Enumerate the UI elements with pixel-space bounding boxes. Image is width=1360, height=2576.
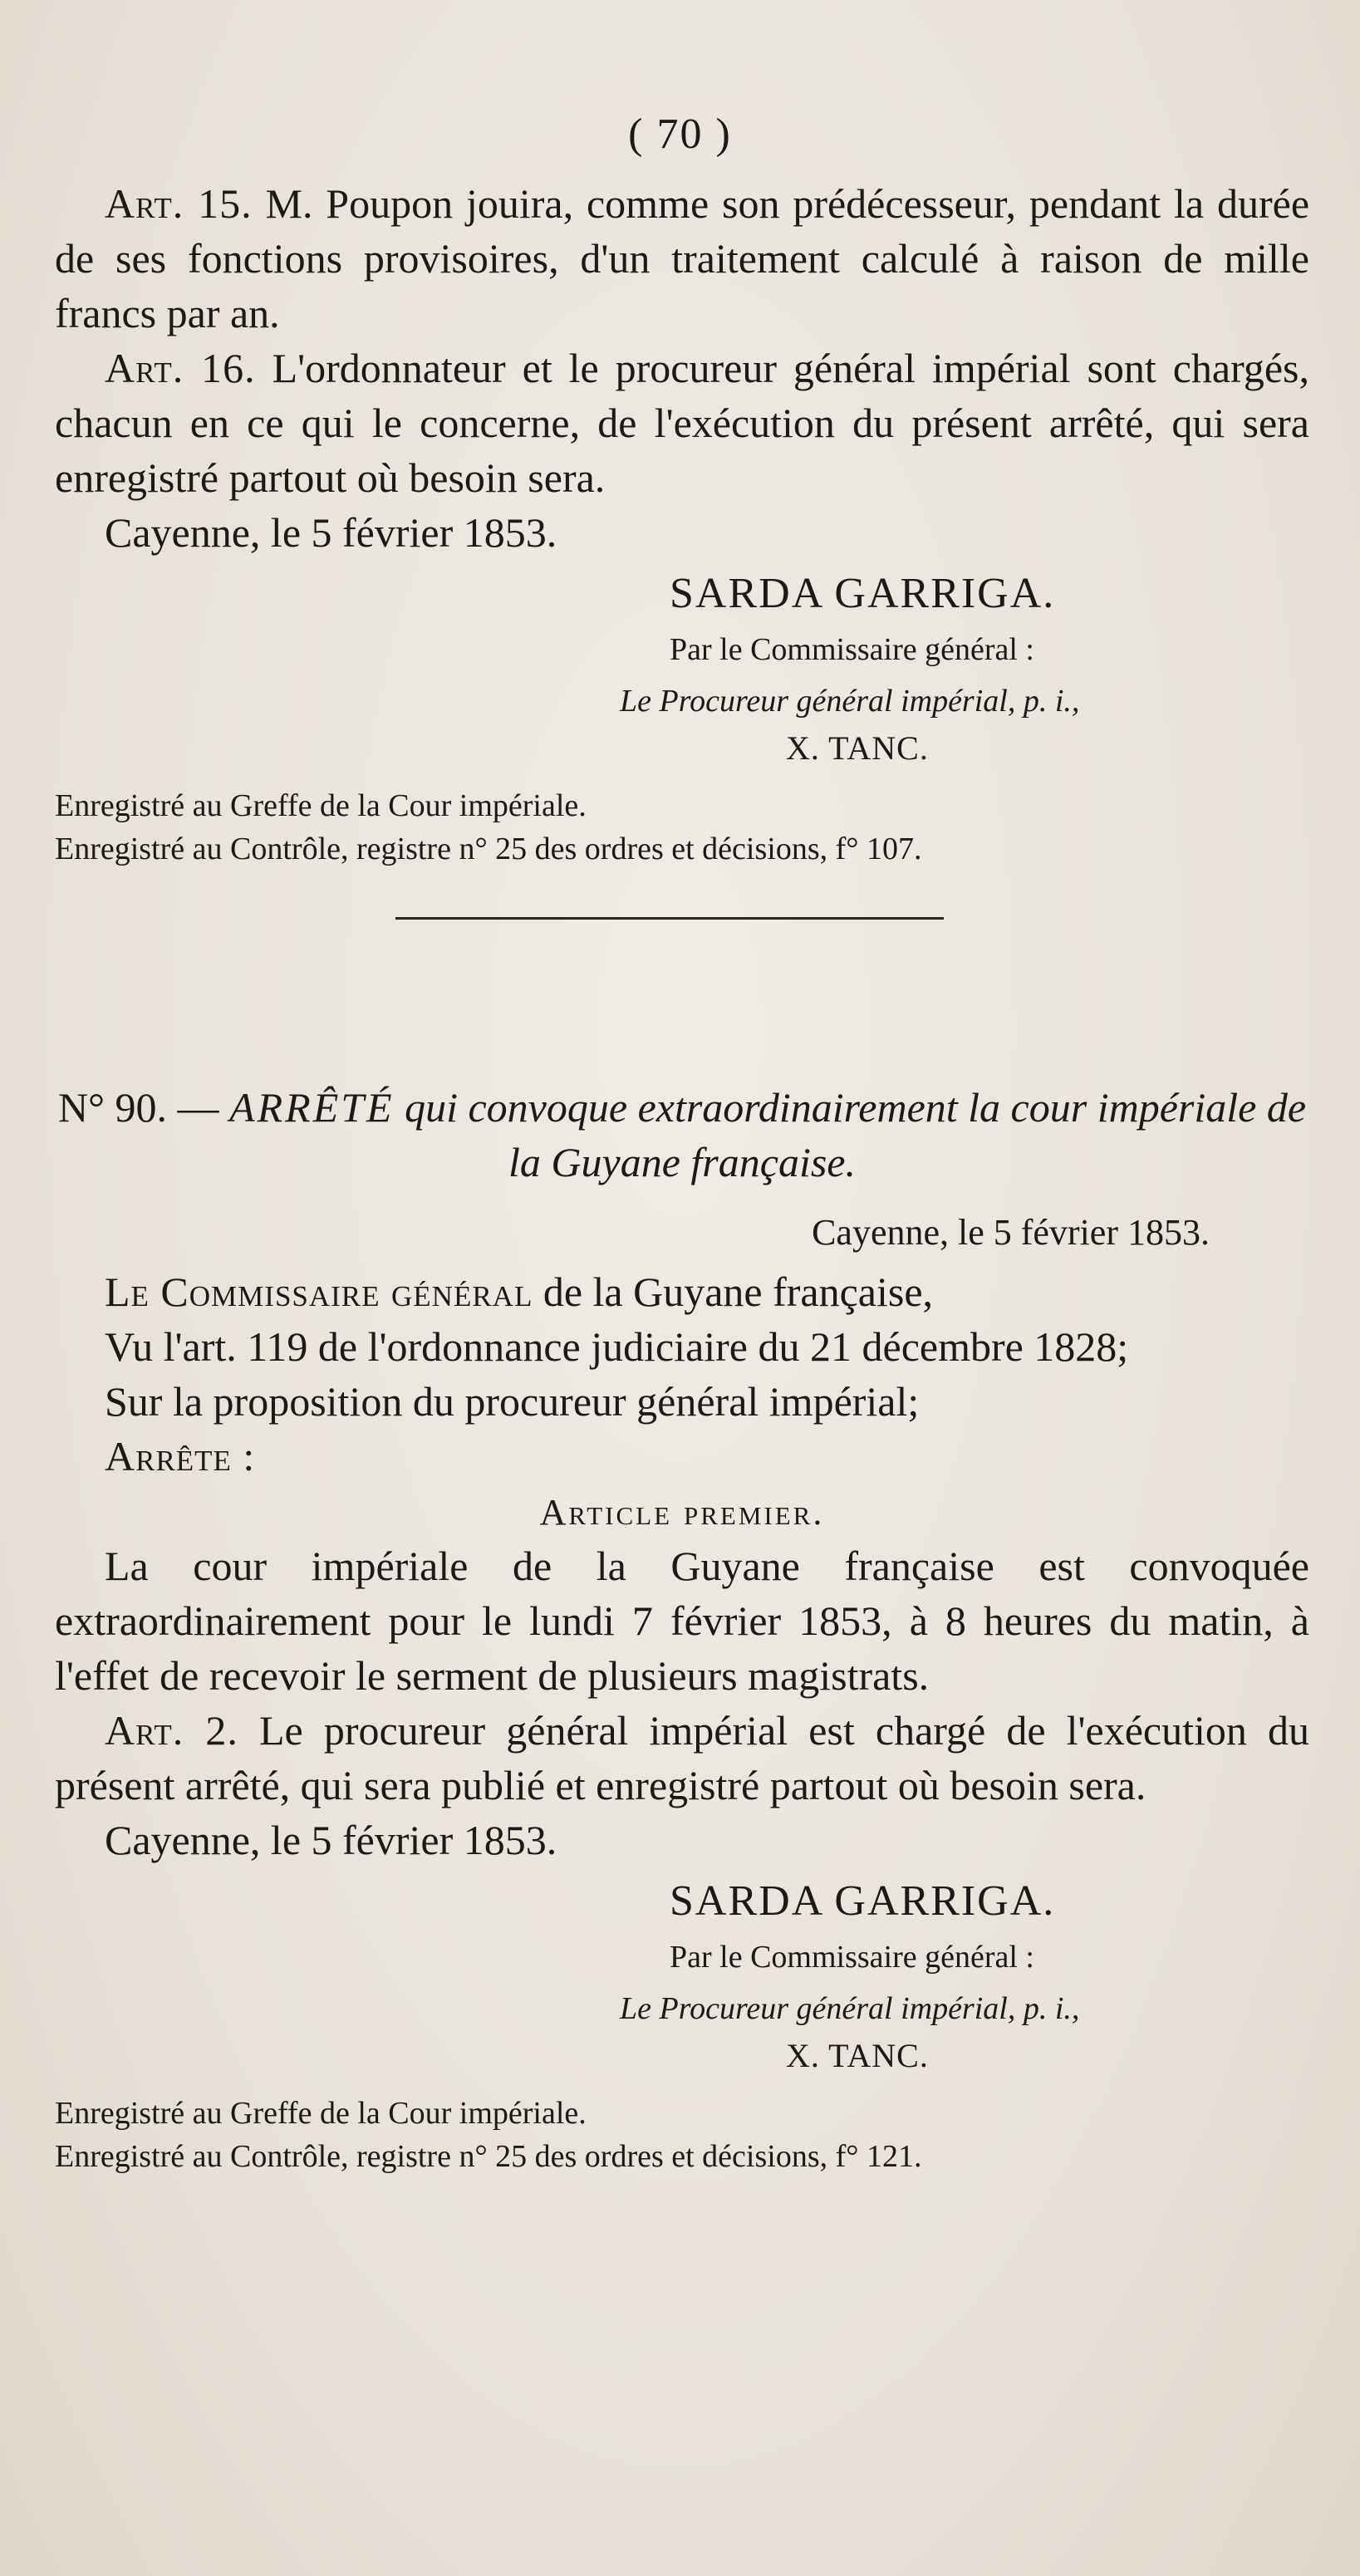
decree-title-main: ARRÊTÉ (229, 1084, 395, 1131)
signature: SARDA GARRIGA. (670, 570, 1056, 617)
page-number: ( 70 ) (628, 110, 732, 158)
date-line: Cayenne, le 5 février 1853. (105, 509, 557, 556)
article-2-text: Le procureur général impérial est chargé de l'exécution du présent arrêté, qui sera publié et enregistré partout où besoin sera. (55, 1707, 1310, 1808)
decree-heading (55, 1080, 1309, 1190)
first-decree-ending (55, 176, 1309, 920)
decree-90 (55, 1080, 1309, 2178)
registration-greffe-2: Enregistré au Greffe de la Cour impériale. (55, 2096, 587, 2131)
registration-greffe: Enregistré au Greffe de la Cour impériale. (55, 788, 587, 823)
article-2-label: Art. 2. (105, 1707, 238, 1754)
decree-number: N° 90. — (57, 1084, 219, 1131)
procureur-title-2: Le Procureur général impérial, p. i., (620, 1991, 1080, 2026)
article-16-text: L'ordonnateur et le procureur général impérial sont chargés, chacun en ce qui le concerne, de l'exécution du présent arrêté, qui sera enregistré partout où besoin sera. (55, 345, 1310, 501)
arrete-label: Arrête : (105, 1433, 256, 1479)
article-premier-title: Article premier. (539, 1492, 825, 1533)
preamble-commissaire (55, 1264, 1309, 1319)
signature-2: SARDA GARRIGA. (670, 1877, 1056, 1925)
article-1-text: La cour impériale de la Guyane française est convoquée extraordinairement pour le lundi 7 février 1853, à 8 heures du matin, à l'effet de recevoir le serment de plusieurs magistrats. (55, 1543, 1309, 1699)
procureur-name-2: X. TANC. (786, 2037, 929, 2074)
article-15-text: M. Poupon jouira, comme son prédécesseur, pendant la durée de ses fonctions provisoires, d'un traitement calculé à raison de mille francs par an. (55, 180, 1310, 336)
decree-title-rest: qui convoque extraordinairement la cour impériale de la Guyane française. (405, 1084, 1307, 1185)
article-2 (55, 1703, 1309, 1813)
separator-rule (395, 917, 944, 920)
article-16 (55, 341, 1309, 505)
article-15-label: Art. 15. (105, 180, 253, 227)
registration-controle-2: Enregistré au Contrôle, registre n° 25 des ordres et décisions, f° 121. (55, 2139, 922, 2174)
preamble-vu: Vu l'art. 119 de l'ordonnance judiciaire du 21 décembre 1828; (105, 1323, 1129, 1370)
commissaire-rest: de la Guyane française, (543, 1268, 934, 1315)
article-16-label: Art. 16. (105, 345, 256, 391)
registration-controle: Enregistré au Contrôle, registre n° 25 des ordres et décisions, f° 107. (55, 832, 922, 866)
preamble-sur: Sur la proposition du procureur général impérial; (105, 1378, 920, 1425)
commissaire-title: Le Commissaire général (105, 1268, 533, 1315)
date-line-2: Cayenne, le 5 février 1853. (105, 1817, 557, 1863)
article-15 (55, 176, 1309, 341)
countersign-label-2: Par le Commissaire général : (670, 1940, 1034, 1975)
procureur-name: X. TANC. (786, 729, 929, 767)
countersign-label: Par le Commissaire général : (670, 632, 1034, 667)
procureur-title: Le Procureur général impérial, p. i., (620, 684, 1080, 719)
decree-dateline: Cayenne, le 5 février 1853. (812, 1212, 1210, 1253)
